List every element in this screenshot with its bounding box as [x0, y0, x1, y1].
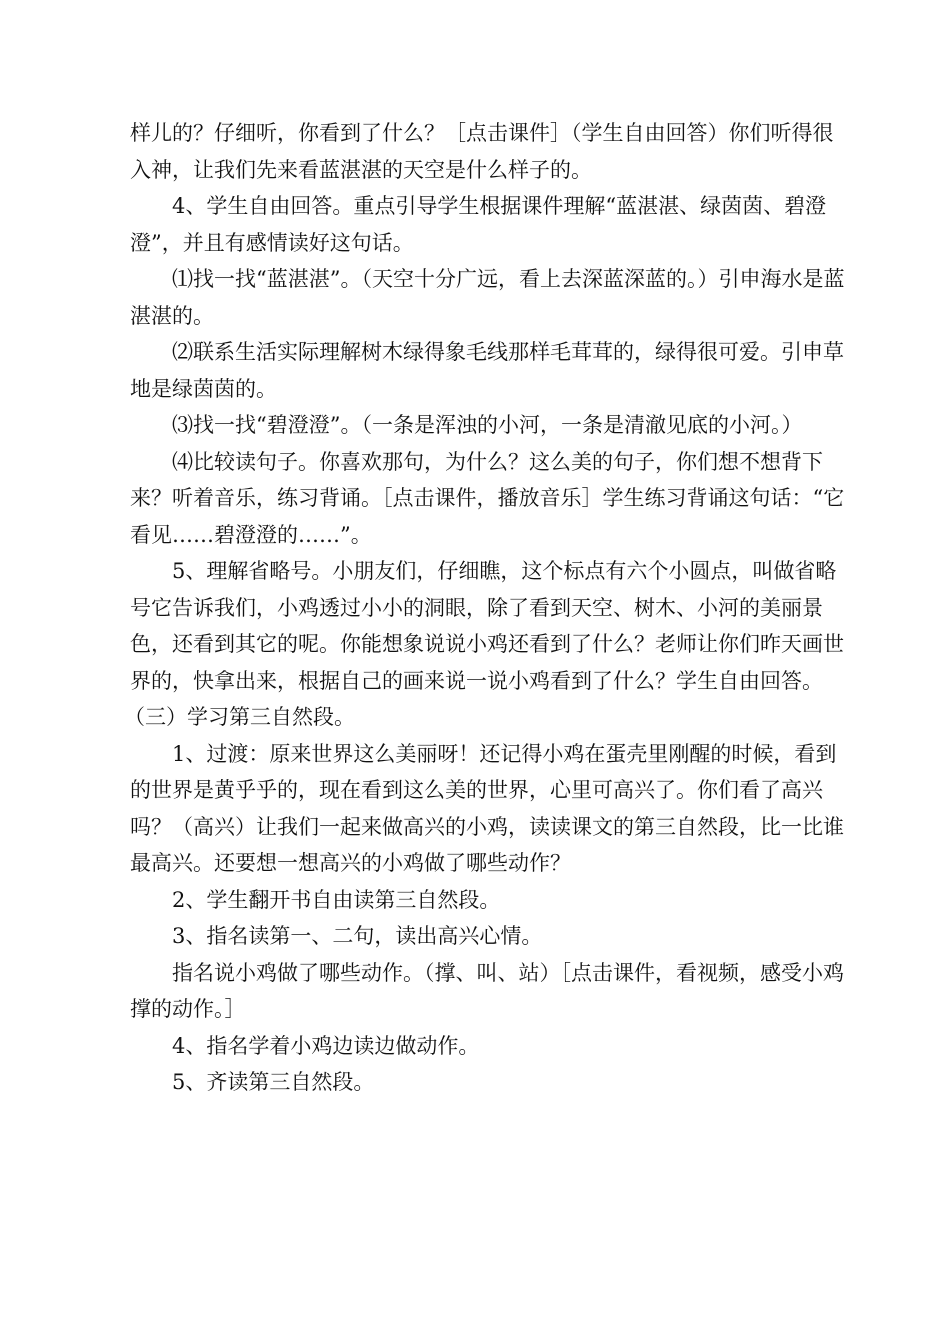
paragraph-2: 4、学生自由回答。重点引导学生根据课件理解“蓝湛湛、绿茵茵、碧澄澄”，并且有感情读好这句话。 — [130, 194, 827, 255]
paragraph-3: ⑴找一找“蓝湛湛”。（天空十分广远，看上去深蓝深蓝的。）引申海水是蓝湛湛的。 — [130, 267, 845, 328]
document-page — [124, 115, 850, 1101]
paragraph-11: 3、指名读第一、二句，读出高兴心情。 — [172, 924, 543, 948]
paragraph-4: ⑵联系生活实际理解树木绿得象毛线那样毛茸茸的，绿得很可爱。引申草地是绿茵茵的。 — [130, 340, 844, 401]
paragraph-1: 样儿的？仔细听，你看到了什么？［点击课件］（学生自由回答）你们听得很入神，让我们先来看蓝湛湛的天空是什么样子的。 — [130, 121, 834, 182]
paragraph-14: 5、齐读第三自然段。 — [172, 1070, 375, 1094]
paragraph-6: ⑷比较读句子。你喜欢那句，为什么？这么美的句子，你们想不想背下来？听着音乐，练习背诵。［点击课件，播放音乐］学生练习背诵这句话：“它看见……碧澄澄的……”。 — [130, 449, 845, 547]
paragraph-13: 4、指名学着小鸡边读边做动作。 — [172, 1033, 480, 1058]
paragraph-9: 1、过渡：原来世界这么美丽呀！还记得小鸡在蛋壳里刚醒的时候，看到的世界是黄乎乎的，现在看到这么美的世界，心里可高兴了。你们看了高兴吗？（高兴）让我们一起来做高兴的小鸡，读读课文的第三自然段，比一比谁最高兴。还要想一想高兴的小鸡做了哪些动作？ — [130, 741, 844, 875]
paragraph-5: ⑶找一找“碧澄澄”。（一条是浑浊的小河，一条是清澈见底的小河。） — [172, 413, 803, 437]
paragraph-7: 5、理解省略号。小朋友们，仔细瞧，这个标点有六个小圆点，叫做省略号它告诉我们，小鸡透过小小的洞眼，除了看到天空、树木、小河的美丽景色，还看到其它的呢。你能想象说说小鸡还看到了什么？老师让你们昨天画世界的，快拿出来，根据自己的画来说一说小鸡看到了什么？学生自由回答。 — [130, 559, 844, 693]
section-heading-3: （三）学习第三自然段。 — [124, 705, 355, 729]
paragraph-12: 指名说小鸡做了哪些动作。（撑、叫、站）［点击课件，看视频，感受小鸡撑的动作。］ — [130, 960, 844, 1021]
paragraph-10: 2、学生翻开书自由读第三自然段。 — [172, 887, 501, 912]
